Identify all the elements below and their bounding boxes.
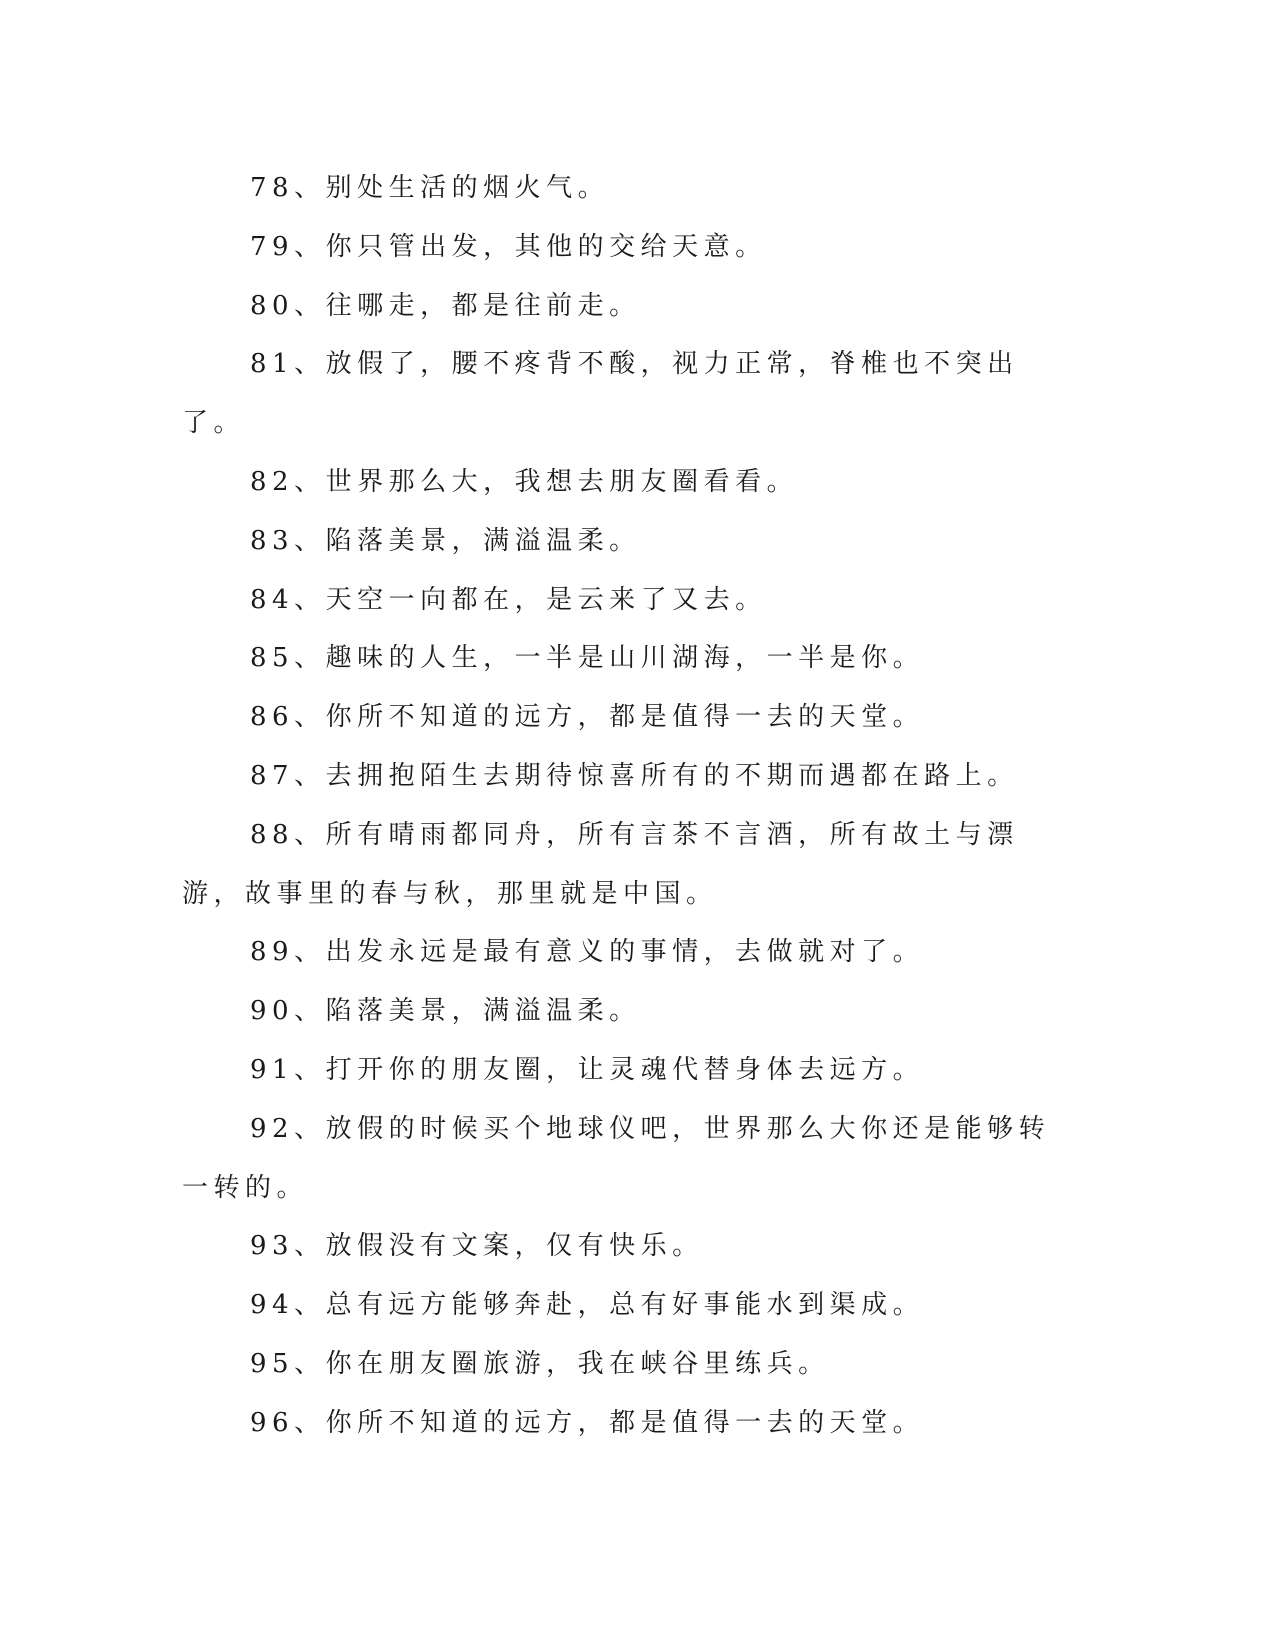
paragraph-79: 79、你只管出发，其他的交给天意。 <box>250 231 767 262</box>
paragraph-94: 94、总有远方能够奔赴，总有好事能水到渠成。 <box>250 1290 925 1321</box>
paragraph-93: 93、放假没有文案，仅有快乐。 <box>250 1231 704 1262</box>
document-body <box>182 159 1062 1453</box>
paragraph-91: 91、打开你的朋友圈，让灵魂代替身体去远方。 <box>250 1054 925 1085</box>
paragraph-78: 78、别处生活的烟火气。 <box>250 173 610 203</box>
paragraph-92: 92、放假的时候买个地球仪吧，世界那么大你还是能够转一转的。 <box>182 1113 1051 1203</box>
paragraph-82: 82、世界那么大，我想去朋友圈看看。 <box>250 466 799 497</box>
paragraph-95: 95、你在朋友圈旅游，我在峡谷里练兵。 <box>250 1348 830 1379</box>
paragraph-86: 86、你所不知道的远方，都是值得一去的天堂。 <box>250 702 925 733</box>
paragraph-83: 83、陷落美景，满溢温柔。 <box>250 525 641 556</box>
paragraph-88: 88、所有晴雨都同舟，所有言茶不言酒，所有故土与漂游，故事里的春与秋，那里就是中国。 <box>182 819 1019 909</box>
paragraph-87: 87、去拥抱陌生去期待惊喜所有的不期而遇都在路上。 <box>250 760 1019 791</box>
paragraph-85: 85、趣味的人生，一半是山川湖海，一半是你。 <box>250 643 925 674</box>
paragraph-81: 81、放假了，腰不疼背不酸，视力正常，脊椎也不突出了。 <box>182 349 1019 439</box>
paragraph-96: 96、你所不知道的远方，都是值得一去的天堂。 <box>250 1407 925 1438</box>
paragraph-90: 90、陷落美景，满溢温柔。 <box>250 996 641 1027</box>
paragraph-80: 80、往哪走，都是往前走。 <box>250 290 641 321</box>
paragraph-84: 84、天空一向都在，是云来了又去。 <box>250 584 767 615</box>
paragraph-89: 89、出发永远是最有意义的事情，去做就对了。 <box>250 937 925 968</box>
